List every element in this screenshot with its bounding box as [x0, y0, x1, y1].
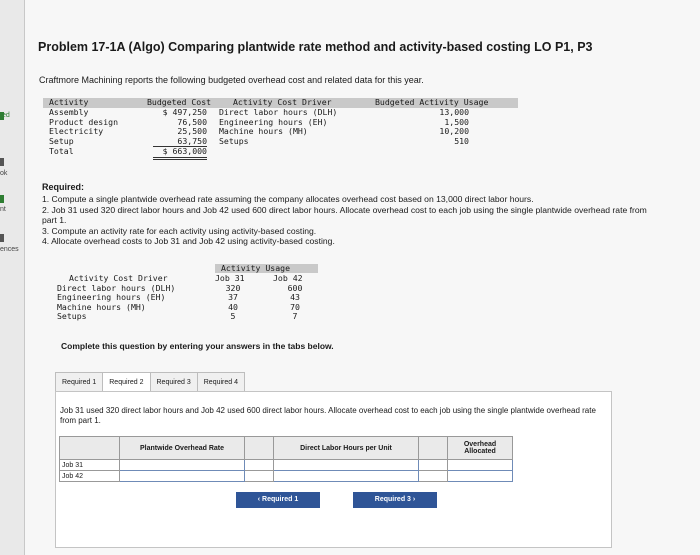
answer-header-overhead: Overhead Allocated: [448, 437, 513, 460]
t1-row-usage: 10,200: [439, 126, 469, 137]
answer-header-op: [245, 437, 274, 460]
tab-required-3[interactable]: Required 3: [150, 372, 197, 393]
required-item: 3. Compute an activity rate for each activity using activity-based costing.: [42, 225, 317, 236]
t1-total-value: $ 663,000: [153, 147, 207, 160]
required-item: 1. Compute a single plantwide overhead rate assuming the company allocates overhead cost based on 13,000 direct labor hours.: [42, 194, 534, 204]
t2-row-label: Engineering hours (EH): [57, 292, 166, 303]
t1-row-usage: 1,500: [444, 116, 469, 127]
t1-header-driver: Activity Cost Driver: [233, 97, 332, 107]
t2-group-header: Activity Usage: [221, 263, 291, 273]
sidebar-item-ences[interactable]: ences: [0, 246, 19, 253]
tab-required-1[interactable]: Required 1: [55, 372, 102, 393]
t1-row-activity: Setup: [49, 135, 74, 146]
t2-row-label: Machine hours (MH): [57, 301, 146, 312]
required-item: 4. Allocate overhead costs to Job 31 and Job 42 using activity-based costing.: [42, 236, 335, 247]
t2-row-label: Setups: [57, 311, 87, 322]
t1-header-usage: Budgeted Activity Usage: [375, 97, 489, 107]
operator-cell: [245, 460, 274, 471]
t2-row-job31: 40: [228, 301, 238, 312]
t1-row-activity: Electricity: [49, 126, 104, 137]
reference-icon: [0, 234, 4, 242]
t2-row-job42: 600: [287, 282, 303, 293]
answer-table: [59, 436, 513, 482]
answer-row-label: Job 42: [60, 471, 120, 482]
operator-cell: [245, 471, 274, 482]
t1-header-cost: Budgeted Cost: [147, 97, 212, 107]
intro-text: Craftmore Machining reports the following budgeted overhead cost and related data for this year.: [39, 75, 424, 85]
answer-header-eq: [419, 437, 448, 460]
main-content: [25, 0, 700, 555]
equals-cell: [419, 460, 448, 471]
rate-input[interactable]: [120, 460, 245, 471]
t1-total-label: Total: [49, 146, 74, 156]
answer-header-dlh: Direct Labor Hours per Unit: [274, 437, 419, 460]
t1-row-activity: Product design: [49, 116, 119, 127]
dlh-input[interactable]: [274, 460, 419, 471]
t1-row-cost: $ 497,250: [162, 107, 207, 117]
left-sidebar: [0, 0, 25, 555]
sidebar-item-nt[interactable]: nt: [0, 206, 6, 213]
t1-row-cost: 63,750: [153, 137, 207, 148]
t2-row-job31: 320: [225, 282, 241, 293]
t2-row-job42: 7: [292, 311, 298, 322]
prev-button[interactable]: [236, 492, 320, 508]
required-heading: Required:: [42, 182, 85, 192]
t1-row-cost: 76,500: [177, 116, 207, 127]
t1-row-usage: 13,000: [439, 107, 469, 117]
answer-row-job31: [60, 460, 513, 471]
equals-cell: [419, 471, 448, 482]
next-button-label: Required 3: [374, 496, 411, 503]
next-button[interactable]: [353, 492, 437, 508]
rate-input[interactable]: [120, 471, 245, 482]
required-list: [42, 194, 652, 247]
t2-job-header: Job 42: [273, 273, 303, 283]
answer-header-row: [60, 437, 513, 460]
tab-required-4[interactable]: Required 4: [197, 372, 245, 393]
book-icon: [0, 158, 4, 166]
answer-row-label: Job 31: [60, 460, 120, 471]
overhead-input[interactable]: [448, 471, 513, 482]
tab-bar: [55, 372, 245, 392]
answer-row-job42: [60, 471, 513, 482]
t1-row-usage: 510: [454, 135, 469, 146]
t2-row-label: Direct labor hours (DLH): [57, 282, 176, 293]
prev-button-label: Required 1: [262, 496, 299, 503]
chevron-right-icon: ›: [410, 496, 416, 503]
answer-header-blank: [60, 437, 120, 460]
t1-row-driver: Setups: [219, 135, 249, 146]
t1-row-cost: 25,500: [177, 126, 207, 137]
t1-row-driver: Machine hours (MH): [219, 126, 308, 137]
t2-row-job31: 5: [230, 311, 236, 322]
t2-row-job31: 37: [228, 292, 238, 303]
t2-row-job42: 43: [290, 292, 300, 303]
t2-col-label: Activity Cost Driver: [69, 273, 168, 283]
instruction-note: Complete this question by entering your answers in the tabs below.: [61, 341, 334, 351]
t2-job-header: Job 31: [215, 273, 245, 283]
chevron-left-icon: ‹: [257, 496, 263, 503]
required-item: 2. Job 31 used 320 direct labor hours and Job 42 used 600 direct labor hours. Allocate overhead cost to each job using the single plantwide overhead rate from part 1.: [42, 204, 647, 226]
panel-question-text: Job 31 used 320 direct labor hours and Job 42 used 600 direct labor hours. Allocate overhead cost to each job using the single plantwide overhead rate from part 1.: [60, 406, 596, 425]
page-title: Problem 17-1A (Algo) Comparing plantwide rate method and activity-based costing LO P1, P3: [38, 40, 593, 54]
sidebar-item-ed[interactable]: ed: [2, 112, 10, 119]
t2-row-job42: 70: [290, 301, 300, 312]
answer-header-rate: Plantwide Overhead Rate: [120, 437, 245, 460]
overhead-input[interactable]: [448, 460, 513, 471]
dlh-input[interactable]: [274, 471, 419, 482]
print-icon: [0, 195, 4, 203]
t1-row-activity: Assembly: [49, 107, 89, 117]
t1-row-driver: Direct labor hours (DLH): [219, 107, 338, 117]
t1-header-activity: Activity: [49, 97, 89, 107]
t1-row-driver: Engineering hours (EH): [219, 116, 328, 127]
answer-panel: [55, 391, 612, 548]
sidebar-item-ok[interactable]: ok: [0, 170, 8, 177]
tab-required-2[interactable]: Required 2: [102, 372, 149, 393]
